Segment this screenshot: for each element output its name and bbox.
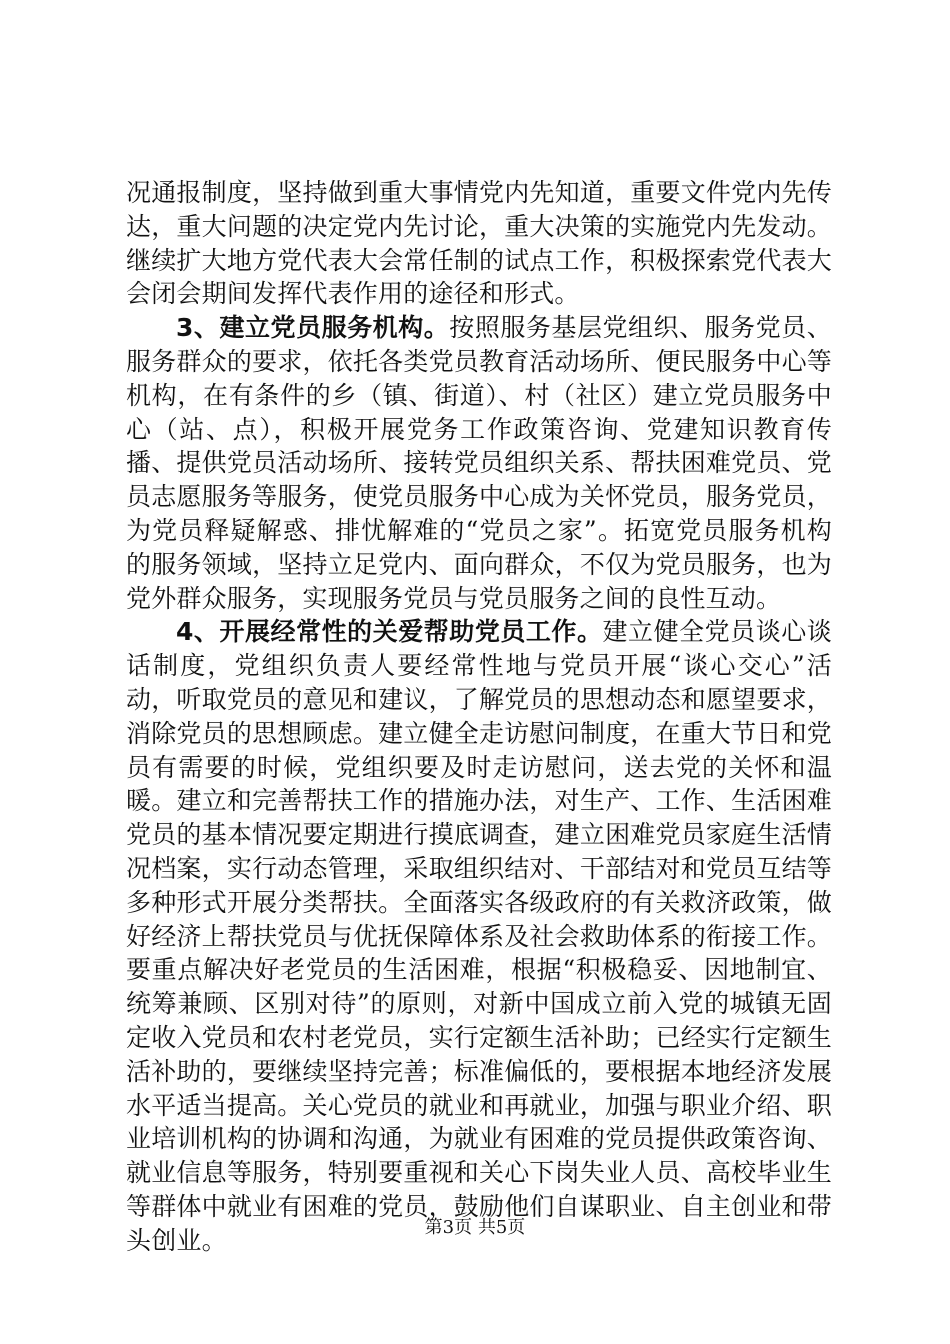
section-heading-3: 3、建立党员服务机构。 bbox=[176, 313, 450, 343]
section-heading-4: 4、开展经常性的关爱帮助党员工作。 bbox=[176, 617, 603, 647]
document-body bbox=[126, 176, 832, 1258]
paragraph-service-organization bbox=[126, 311, 832, 615]
paragraph-text: 况通报制度，坚持做到重大事情党内先知道，重要文件党内先传达，重大问题的决定党内先讨论，重大决策的实施党内先发动。继续扩大地方党代表大会常任制的试点工作，积极探索党代表大会闭会期间发挥代表作用的途径和形式。 bbox=[126, 178, 832, 309]
paragraph-continuation bbox=[126, 176, 832, 311]
page-number-footer: 第3页 共5页 bbox=[424, 1217, 526, 1238]
paragraph-text: 建立健全党员谈心谈话制度，党组织负责人要经常性地与党员开展“谈心交心”活动，听取党员的意见和建议，了解党员的思想动态和愿望要求，消除党员的思想顾虑。建立健全走访慰问制度，在重大节日和党员有需要的时候，党组织要及时走访慰问，送去党的关怀和温暖。建立和完善帮扶工作的措施办法，对生产、工作、生活困难党员的基本情况要定期进行摸底调查，建立困难党员家庭生活情况档案，实行动态管理，采取组织结对、干部结对和党员互结等多种形式开展分类帮扶。全面落实各级政府的有关救济政策，做好经济上帮扶党员与优抚保障体系及社会救助体系的衔接工作。要重点解决好老党员的生活困难，根据“积极稳妥、因地制宜、统筹兼顾、区别对待”的原则，对新中国成立前入党的城镇无固定收入党员和农村老党员，实行定额生活补助；已经实行定额生活补助的，要继续坚持完善；标准偏低的，要根据本地经济发展水平适当提高。关心党员的就业和再就业，加强与职业介绍、职业培训机构的协调和沟通，为就业有困难的党员提供政策咨询、就业信息等服务，特别要重视和关心下岗失业人员、高校毕业生等群体中就业有困难的党员，鼓励他们自谋职业、自主创业和带头创业。 bbox=[126, 617, 833, 1255]
paragraph-text: 按照服务基层党组织、服务党员、服务群众的要求，依托各类党员教育活动场所、便民服务中心等机构，在有条件的乡（镇、街道）、村（社区）建立党员服务中心（站、点），积极开展党务工作政策咨询、党建知识教育传播、提供党员活动场所、接转党员组织关系、帮扶困难党员、党员志愿服务等服务，使党员服务中心成为关怀党员，服务党员，为党员释疑解惑、排忧解难的“党员之家”。拓宽党员服务机构的服务领域，坚持立足党内、面向群众，不仅为党员服务，也为党外群众服务，实现服务党员与党员服务之间的良性互动。 bbox=[126, 313, 832, 613]
paragraph-care-assistance bbox=[126, 615, 832, 1257]
